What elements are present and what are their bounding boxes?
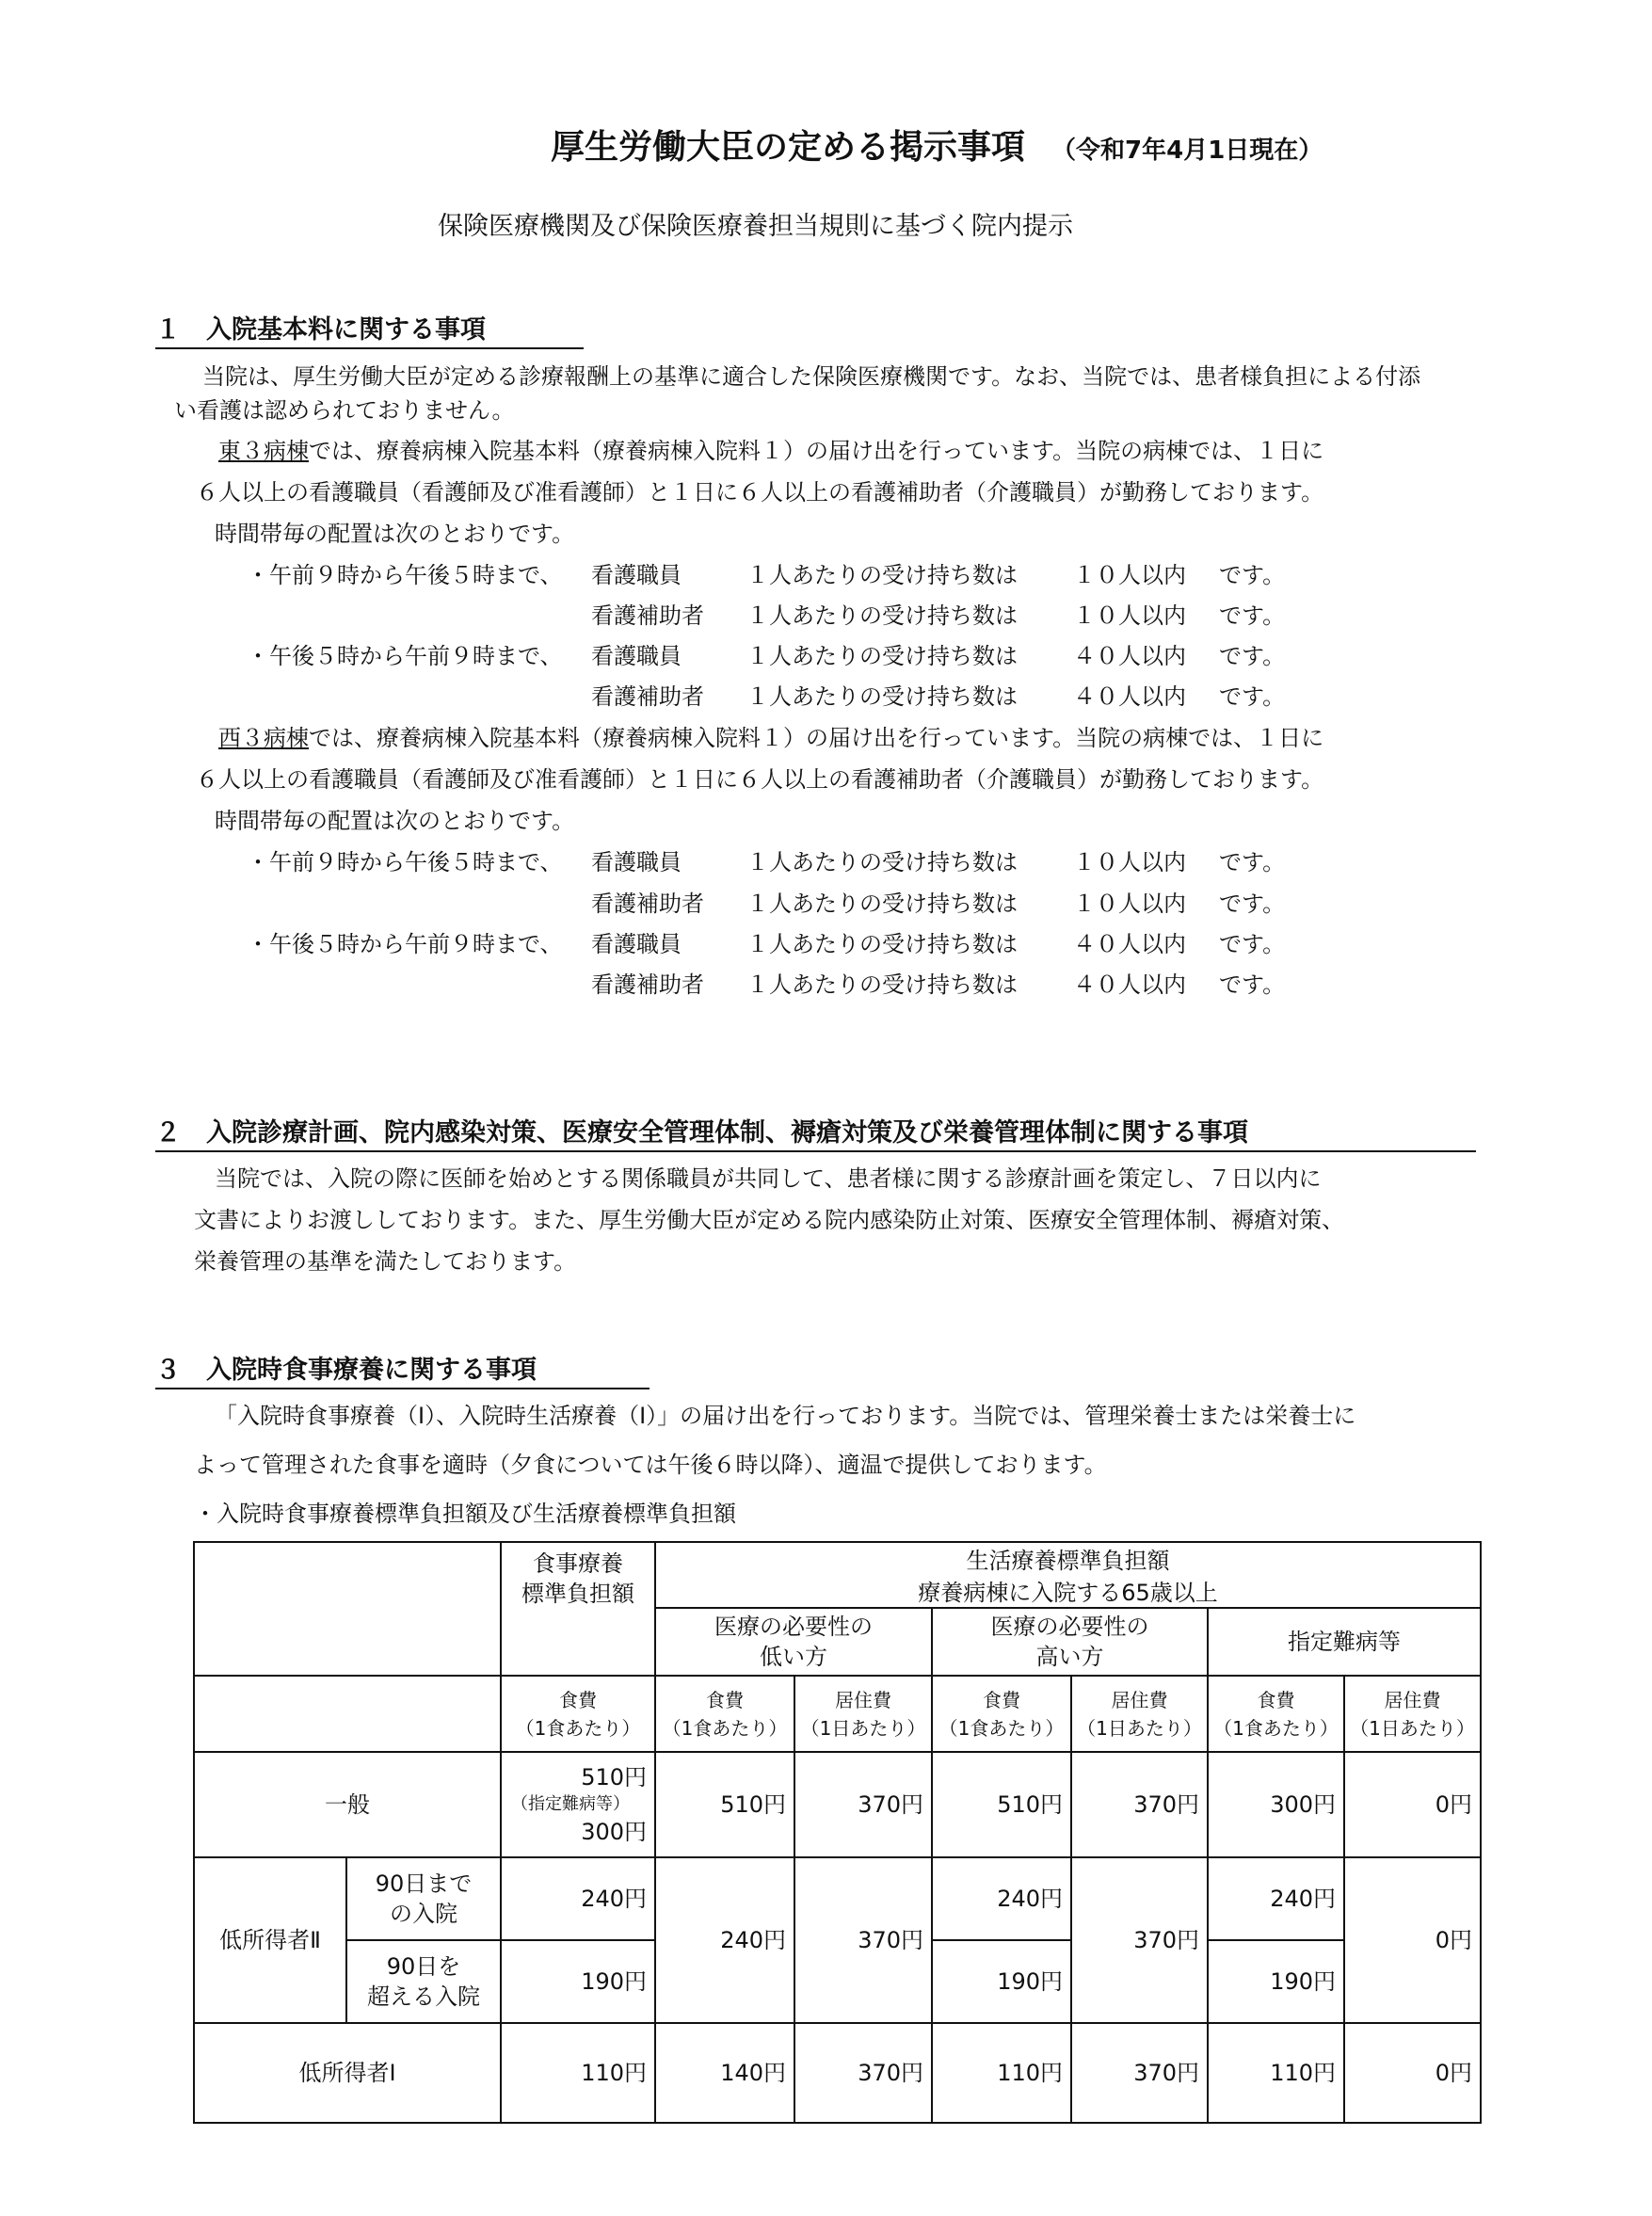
sub-label-over-90: 90日を 超える入院 <box>346 1940 501 2023</box>
west-ward-line2: ６人以上の看護職員（看護師及び准看護師）と１日に６人以上の看護補助者（介護職員）が勤務しております。 <box>196 766 1324 793</box>
table-cell: 370円 <box>794 2023 932 2123</box>
life-standard-header: 生活療養標準負担額 <box>655 1542 1481 1578</box>
staff-row: 看護補助者 １人あたりの受け持ち数は １０人以内 です。 <box>591 891 1286 917</box>
food-header: 食費 （1食あたり） <box>501 1676 655 1752</box>
row-label-general: 一般 <box>194 1752 501 1857</box>
general-meal-cell: 510円 （指定難病等） 300円 <box>501 1752 655 1857</box>
table-cell: 0円 <box>1344 1857 1481 2023</box>
row-label-low-income-1: 低所得者Ⅰ <box>194 2023 501 2123</box>
table-cell: 240円 <box>1208 1857 1344 1940</box>
table-cell: 0円 <box>1344 1752 1481 1857</box>
table-cell: 370円 <box>1071 1752 1208 1857</box>
as-of-date: （令和7年4月1日現在） <box>1051 136 1323 165</box>
section2-line: 栄養管理の基準を満たしております。 <box>194 1248 577 1275</box>
staff-row: 看護補助者 １人あたりの受け持ち数は ４０人以内 です。 <box>591 683 1286 710</box>
table-cell: 0円 <box>1344 2023 1481 2123</box>
table-cell: 240円 <box>932 1857 1071 1940</box>
table-cell: 370円 <box>1071 1857 1208 2023</box>
staff-row: 看護補助者 １人あたりの受け持ち数は ４０人以内 です。 <box>591 972 1286 998</box>
intractable-header: 指定難病等 <box>1208 1608 1481 1676</box>
east-ward-line3: 時間帯毎の配置は次のとおりです。 <box>215 521 575 547</box>
table-cell: 370円 <box>1071 2023 1208 2123</box>
table-cell: 140円 <box>655 2023 794 2123</box>
east-ward-line1: 東３病棟では、療養病棟入院基本料（療養病棟入院料１）の届け出を行っています。当院の病棟では、１日に <box>218 438 1324 464</box>
low-need-header: 医療の必要性の 低い方 <box>655 1608 932 1676</box>
table-cell: 510円 <box>655 1752 794 1857</box>
staff-row: ・午前９時から午後５時まで、 看護職員 １人あたりの受け持ち数は １０人以内 です。 <box>247 562 1286 588</box>
section2-line: 文書によりお渡ししております。また、厚生労働大臣が定める院内感染防止対策、医療安全管理体制、褥瘡対策、 <box>194 1207 1345 1233</box>
table-corner-lower <box>194 1676 501 1752</box>
table-cell: 240円 <box>501 1857 655 1940</box>
food-header: 食費 （1食あたり） <box>655 1676 794 1752</box>
section1-intro-line: 当院は、厚生労働大臣が定める診療報酬上の基準に適合した保険医療機関です。なお、当院では、患者様負担による付添 <box>202 363 1421 390</box>
table-cell: 190円 <box>1208 1940 1344 2023</box>
housing-header: 居住費 （1日あたり） <box>1071 1676 1208 1752</box>
housing-header: 居住費 （1日あたり） <box>794 1676 932 1752</box>
staff-row: ・午後５時から午前９時まで、 看護職員 １人あたりの受け持ち数は ４０人以内 です。 <box>247 931 1286 957</box>
meal-standard-header: 食事療養 標準負担額 <box>501 1542 655 1676</box>
section1-heading: １ 入院基本料に関する事項 <box>155 309 584 349</box>
food-header: 食費 （1食あたり） <box>932 1676 1071 1752</box>
table-cell: 190円 <box>501 1940 655 2023</box>
section3-heading: ３ 入院時食事療養に関する事項 <box>155 1349 650 1389</box>
table-cell: 370円 <box>794 1857 932 2023</box>
life-standard-subheader: 療養病棟に入院する65歳以上 <box>655 1578 1481 1608</box>
staff-row: 看護補助者 １人あたりの受け持ち数は １０人以内 です。 <box>591 602 1286 629</box>
section3-line: よって管理された食事を適時（夕食については午後６時以降）、適温で提供しております。 <box>194 1452 1107 1478</box>
table-cell: 190円 <box>932 1940 1071 2023</box>
table-corner <box>194 1542 501 1676</box>
table-cell: 110円 <box>501 2023 655 2123</box>
west-ward-line3: 時間帯毎の配置は次のとおりです。 <box>215 808 575 834</box>
east-ward-name: 東３病棟 <box>218 438 309 464</box>
food-header: 食費 （1食あたり） <box>1208 1676 1344 1752</box>
table-cell: 240円 <box>655 1857 794 2023</box>
table-cell: 370円 <box>794 1752 932 1857</box>
high-need-header: 医療の必要性の 高い方 <box>932 1608 1208 1676</box>
table-cell: 110円 <box>932 2023 1071 2123</box>
staff-row: ・午前９時から午後５時まで、 看護職員 １人あたりの受け持ち数は １０人以内 です。 <box>247 849 1286 875</box>
west-ward-name: 西３病棟 <box>218 725 309 751</box>
section2-line: 当院では、入院の際に医師を始めとする関係職員が共同して、患者様に関する診療計画を策定し、７日以内に <box>215 1165 1322 1192</box>
table-cell: 300円 <box>1208 1752 1344 1857</box>
section3-line: 「入院時食事療養（Ⅰ）、入院時生活療養（Ⅰ）」の届け出を行っております。当院では、管理栄養士または栄養士に <box>215 1403 1356 1429</box>
page-subtitle: 保険医療機関及び保険医療養担当規則に基づく院内提示 <box>438 212 1073 241</box>
east-ward-line2: ６人以上の看護職員（看護師及び准看護師）と１日に６人以上の看護補助者（介護職員）が勤務しております。 <box>196 479 1324 506</box>
housing-header: 居住費 （1日あたり） <box>1344 1676 1481 1752</box>
table-cell: 110円 <box>1208 2023 1344 2123</box>
staff-row: ・午後５時から午前９時まで、 看護職員 １人あたりの受け持ち数は ４０人以内 です。 <box>247 643 1286 669</box>
fee-table <box>193 1541 1482 2124</box>
table-cell: 510円 <box>932 1752 1071 1857</box>
west-ward-line1: 西３病棟では、療養病棟入院基本料（療養病棟入院料１）の届け出を行っています。当院の病棟では、１日に <box>218 725 1324 751</box>
section1-intro-line: い看護は認められておりません。 <box>174 397 515 424</box>
row-label-low-income-2: 低所得者Ⅱ <box>194 1857 346 2023</box>
table-caption: ・入院時食事療養標準負担額及び生活療養標準負担額 <box>194 1501 736 1527</box>
page-title: 厚生労働大臣の定める掲示事項 （令和7年4月1日現在） <box>551 128 1323 167</box>
section2-heading: ２ 入院診療計画、院内感染対策、医療安全管理体制、褥瘡対策及び栄養管理体制に関する事項 <box>155 1112 1476 1152</box>
sub-label-under-90: 90日まで の入院 <box>346 1857 501 1940</box>
